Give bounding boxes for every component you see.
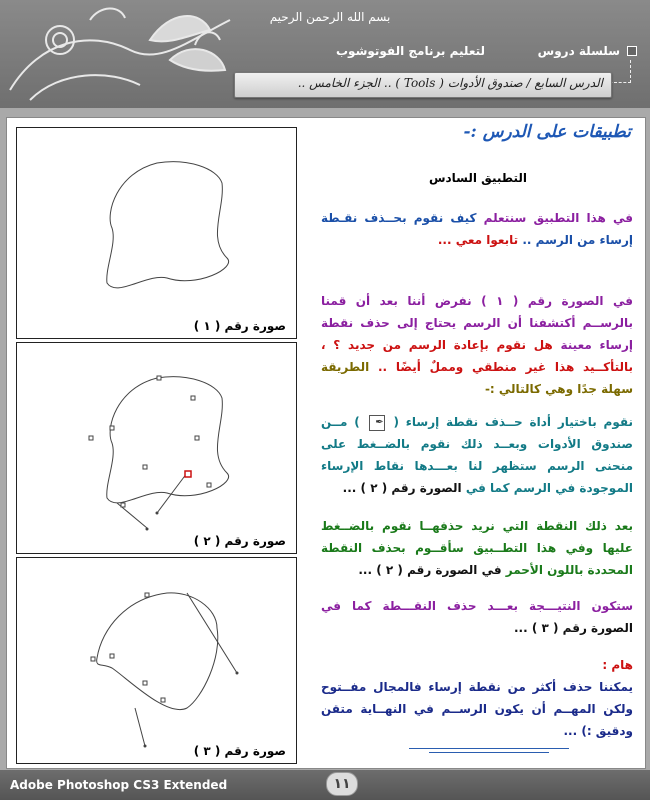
header (0, 0, 650, 108)
series-title: سلسلة دروس (537, 44, 620, 58)
paragraph-intro: في هذا التطبيق سنتعلم كيف نقوم بحــذف نقـطة إرساء من الرسم .. تابعوا معي ... (321, 211, 633, 247)
path-drawing-3 (17, 558, 296, 763)
floral-ornament-icon (0, 0, 260, 108)
figure-2 (16, 342, 297, 554)
figure-caption: صورة رقم ( ٣ ) (193, 744, 286, 758)
lesson-title: الدرس السابع / صندوق الأدوات ( Tools ) .. الجزء الخامس .. (297, 76, 603, 90)
content-panel (6, 117, 646, 769)
product-name: Adobe Photoshop CS3 Extended (10, 778, 228, 792)
path-drawing-2 (17, 343, 296, 553)
delete-anchor-point-tool-icon: ✒ (369, 415, 385, 431)
paragraph-problem: في الصورة رقم ( ١ ) نفرض أننا بعد أن قمنا بالرســم أكتشفنا أن الرسم يحتاج إلى حذف نقطة إرساء معينة هل نقوم بإعادة الرسم من جديد ؟ ، بالتأكــيد هذا غير منطقي ومملٌ أيضًا .. الطريقة سهلة جدًا وهي كالتالي :- (321, 294, 634, 396)
lesson-bar (234, 72, 612, 98)
series-subtitle: لتعليم برنامج الفوتوشوب (336, 44, 485, 58)
application-title: التطبيق السادس (428, 171, 527, 185)
figure-3 (16, 557, 297, 764)
decorative-line (429, 752, 549, 753)
square-bullet-icon (627, 46, 637, 56)
path-drawing-1 (17, 128, 296, 338)
figure-caption: صورة رقم ( ٢ ) (193, 534, 286, 548)
lesson-text-column (319, 118, 637, 768)
paragraph-important: هام : يمكننا حذف أكثر من نقطة إرساء فالمجال مفــتوح ولكن المهــم أن يكون الرســم في النهــاية متقن ودقيق :) ... (321, 658, 633, 738)
paragraph-steps: نقوم باختيار أداة حــذف نقطة إرساء ( ✒ ) مــن صندوق الأدوات وبعــد ذلك نقوم بالضــغط على منحنى الرسم ستظهر لنا بعـــدها نقاط الإرساء الموجودة في الرسم كما في الصورة رقم ( ٢ ) ... (321, 415, 634, 495)
basmala: بسم الله الرحمن الرحيم (269, 10, 391, 24)
paragraph-delete: بعد ذلك النقطة التي نريد حذفهــا نقوم بالضــغط عليها وفي هذا التطــبيق سأقــوم بحذف النقطة المحددة باللون الأحمر في الصورة رقم ( ٢ ) ... (321, 519, 633, 577)
decorative-line (409, 748, 569, 749)
figure-caption: صورة رقم ( ١ ) (193, 319, 286, 333)
footer (0, 770, 650, 800)
figure-1 (16, 127, 297, 339)
page-number: ١١ (326, 772, 358, 796)
paragraph-result: ستكون النتيـــجة بعـــد حذف النقـــطة كما في الصورة رقم ( ٣ ) ... (321, 599, 633, 635)
section-title: تطبيقات على الدرس :- (463, 122, 631, 142)
